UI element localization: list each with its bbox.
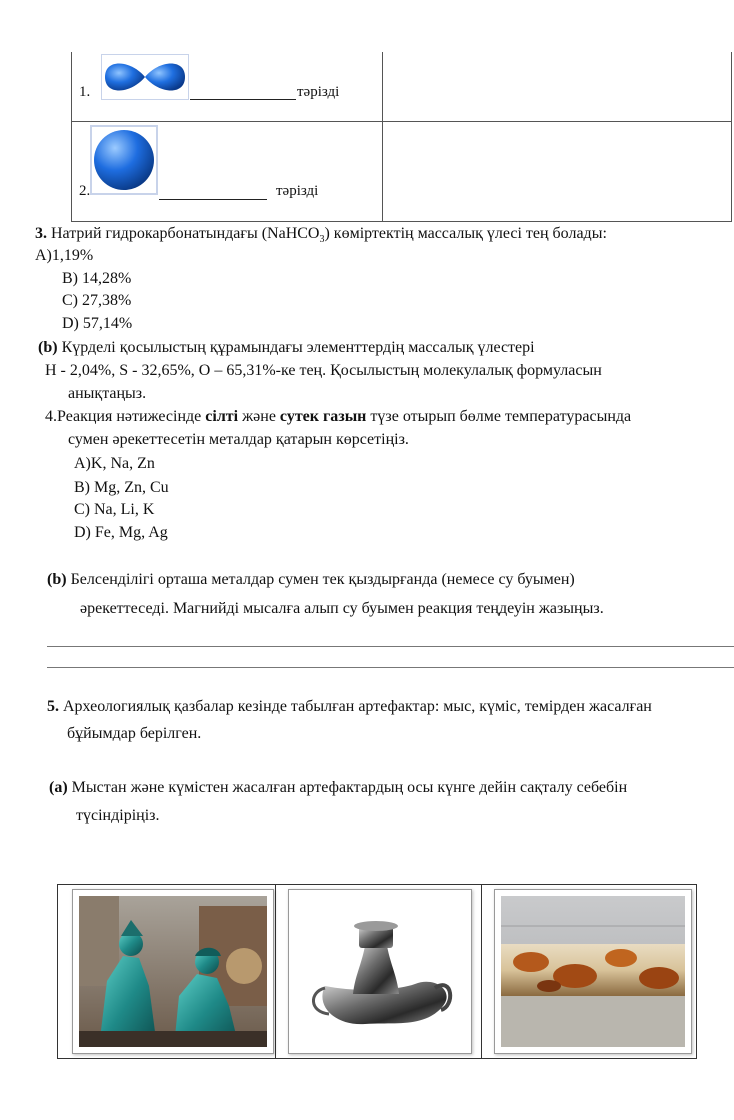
q3-option-a: A)1,19% — [35, 247, 94, 264]
q5-line1: 5. Археологиялық қазбалар кезінде табылған артефактар: мыс, күміс, темірден жасалған — [47, 698, 652, 715]
silver-candlestick-photo — [288, 889, 472, 1054]
q4-option-c: C) Na, Li, K — [74, 501, 155, 518]
answer-line-2 — [47, 667, 734, 668]
q3-question: 3. Натрий гидрокарбонатындағы (NaHCO$_3$) көміртектің массалық үлесі тең болады: — [35, 225, 607, 246]
orbital-row1-number: 1. — [79, 84, 91, 100]
copper-statues-photo — [72, 889, 274, 1054]
q4b-line2: әрекеттеседі. Магнийді мысалға алып су буымен реакция теңдеуін жазыңыз. — [80, 600, 604, 617]
orbital-row2-suffix: тәрізді — [276, 183, 319, 199]
q5a-line1: (a) Мыстан және күмістен жасалған артефактардың осы күнге дейін сақталу себебін — [49, 779, 628, 796]
q3b-line1: (b) Күрделі қосылыстың құрамындағы элементтердің массалық үлестері — [38, 339, 535, 356]
q3-option-b: B) 14,28% — [62, 270, 132, 287]
p-orbital-image — [101, 54, 189, 100]
q4-option-d: D) Fe, Mg, Ag — [74, 524, 168, 541]
orbital-row2-number: 2. — [79, 183, 91, 199]
s-orbital-image — [90, 125, 158, 195]
q4-line1: 4.Реакция нәтижесінде сілті және сутек газын түзе отырып бөлме температурасында — [45, 408, 632, 425]
q4-option-b: B) Mg, Zn, Cu — [74, 479, 169, 496]
q4b-line1: (b) Белсенділігі орташа металдар сумен тек қыздырғанда (немесе су буымен) — [47, 571, 575, 588]
blank-line-1 — [190, 99, 296, 100]
q3-option-c: C) 27,38% — [62, 292, 132, 309]
q5-line2: бұйымдар берілген. — [67, 725, 202, 742]
q4-line2: сумен әрекеттесетін металдар қатарын көрсетіңіз. — [68, 431, 409, 448]
answer-line-1 — [47, 646, 734, 647]
q5a-line2: түсіндіріңіз. — [76, 807, 160, 824]
q3b-line2: H - 2,04%, S - 32,65%, O – 65,31%-ке тең. Қосылыстың молекулалық формуласын — [45, 362, 602, 379]
rusted-iron-pipe-photo — [494, 889, 692, 1054]
blank-line-2 — [159, 199, 267, 200]
q4-option-a: A)K, Na, Zn — [74, 455, 155, 472]
q3-option-d: D) 57,14% — [62, 315, 133, 332]
orbital-row1-suffix: тәрізді — [297, 84, 340, 100]
q3b-line3: анықтаңыз. — [68, 385, 147, 402]
